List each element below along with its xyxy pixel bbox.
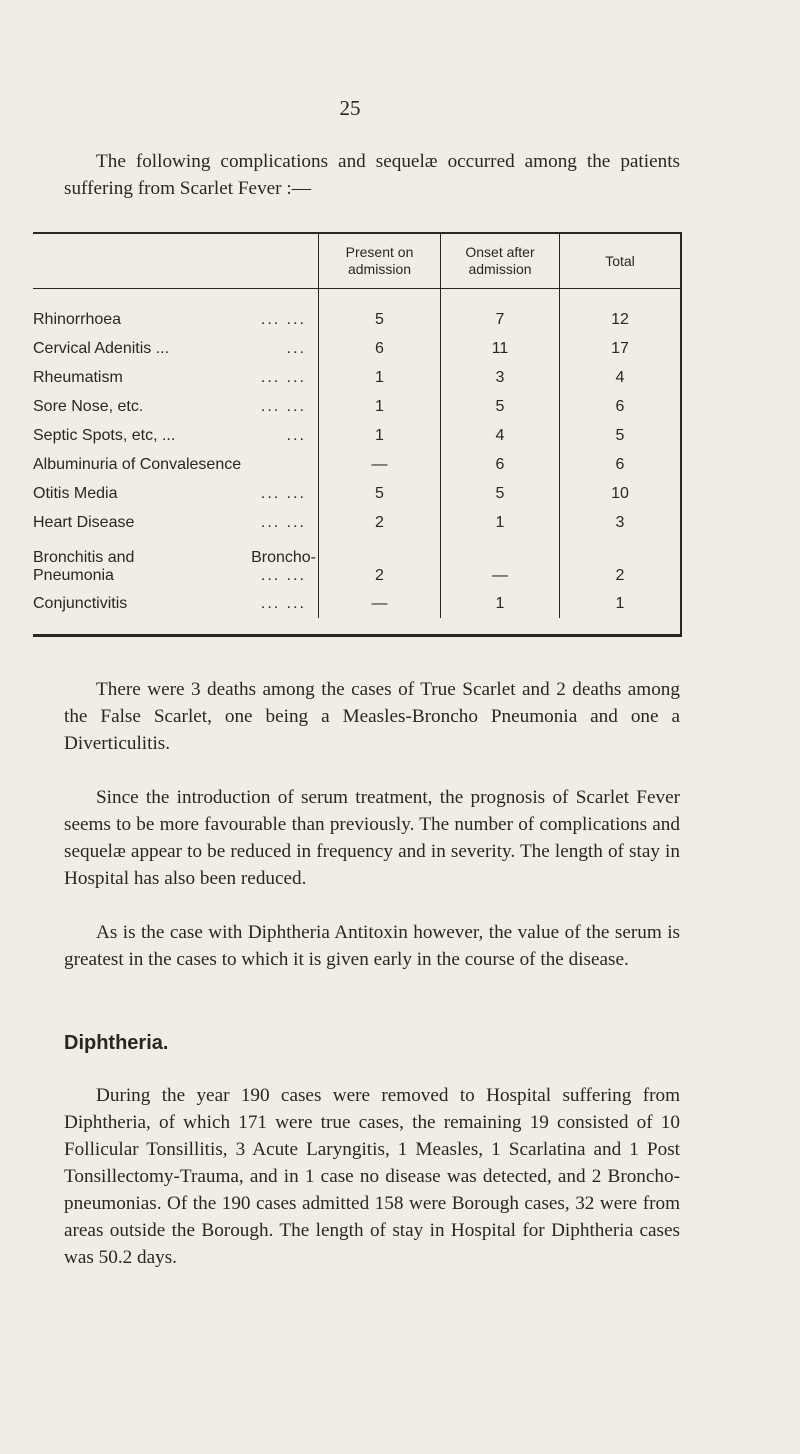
leader-dots: ... ... xyxy=(260,310,306,328)
leader-dots: ... ... xyxy=(260,594,306,612)
cell-present: 1 xyxy=(319,421,441,450)
table-row xyxy=(33,589,680,618)
cell-present: — xyxy=(319,450,441,479)
cell-total: 5 xyxy=(560,421,681,450)
row-label-text: Septic Spots, etc, ... xyxy=(33,426,176,444)
table-row xyxy=(33,392,680,421)
row-label-text: Pneumonia xyxy=(33,567,114,584)
table-row xyxy=(33,508,680,537)
cell-total: 10 xyxy=(560,479,681,508)
leader-dots: ... ... xyxy=(260,513,306,531)
header-present-on-admission: Present on admission xyxy=(319,234,441,289)
row-label xyxy=(33,537,319,589)
cell-total: 12 xyxy=(560,289,681,335)
header-blank xyxy=(33,234,319,289)
cell-onset: 1 xyxy=(441,508,560,537)
cell-onset: 7 xyxy=(441,289,560,335)
header-total: Total xyxy=(560,234,681,289)
cell-total: 6 xyxy=(560,392,681,421)
intro-paragraph: The following complications and sequelæ occurred among the patients suffering from Scarlet Fever :— xyxy=(64,151,680,199)
cell-total: 2 xyxy=(560,537,681,589)
cell-onset: 3 xyxy=(441,363,560,392)
row-label xyxy=(33,589,319,618)
row-label-text: Sore Nose, etc. xyxy=(33,397,144,415)
cell-onset: 6 xyxy=(441,450,560,479)
row-label xyxy=(33,421,319,450)
diphtheria-heading: Diphtheria. xyxy=(64,1032,169,1054)
table-row xyxy=(33,421,680,450)
cell-onset: — xyxy=(441,537,560,589)
leader-dots: ... xyxy=(286,339,306,357)
row-label xyxy=(33,334,319,363)
table-header-row xyxy=(33,234,680,289)
row-label-text: Albuminuria of Convalesence xyxy=(33,455,242,473)
cell-onset: 1 xyxy=(441,589,560,618)
row-label xyxy=(33,479,319,508)
page-number: 25 xyxy=(339,96,361,120)
cell-present: 5 xyxy=(319,479,441,508)
cell-onset: 5 xyxy=(441,392,560,421)
cell-present: 6 xyxy=(319,334,441,363)
table-row xyxy=(33,479,680,508)
deaths-paragraph: There were 3 deaths among the cases of True Scarlet and 2 deaths among the False Scarlet, one being a Measles-Broncho Pneumonia and one a Diverticulitis. xyxy=(64,679,680,754)
cell-present: 1 xyxy=(319,392,441,421)
table-row xyxy=(33,363,680,392)
leader-dots: ... ... xyxy=(260,484,306,502)
diphtheria-paragraph: During the year 190 cases were removed to Hospital suffering from Diphtheria, of which 171 were true cases, the remaining 19 consisted of 10 Follicular Tonsillitis, 3 Acute Laryngitis, 1 Measles, 1 Scarlatina and 1 Post Tonsillectomy-Trauma, and in 1 case no disease was detected, and 2 Broncho-pneumonias. Of the 190 cases admitted 158 were Borough cases, 32 were from areas outside the Borough. The length of stay in Hospital for Diphtheria cases was 50.2 days. xyxy=(64,1085,680,1268)
cell-total: 3 xyxy=(560,508,681,537)
antitoxin-paragraph: As is the case with Diphtheria Antitoxin however, the value of the serum is greatest in the cases to which it is given early in the course of the disease. xyxy=(64,922,680,970)
table-row xyxy=(33,537,680,589)
row-label xyxy=(33,363,319,392)
cell-total: 6 xyxy=(560,450,681,479)
leader-dots xyxy=(306,456,314,474)
cell-present: 1 xyxy=(319,363,441,392)
leader-dots: ... ... xyxy=(260,567,306,584)
cell-onset: 11 xyxy=(441,334,560,363)
cell-total: 17 xyxy=(560,334,681,363)
row-label-line1-b: Broncho- xyxy=(251,549,316,566)
cell-onset: 4 xyxy=(441,421,560,450)
leader-dots: ... ... xyxy=(260,368,306,386)
cell-total: 4 xyxy=(560,363,681,392)
table-row xyxy=(33,289,680,335)
cell-present: 2 xyxy=(319,508,441,537)
leader-dots: ... ... xyxy=(260,397,306,415)
row-label-text: Rhinorrhoea xyxy=(33,310,122,328)
table-row xyxy=(33,450,680,479)
table-row xyxy=(33,334,680,363)
row-label xyxy=(33,508,319,537)
row-label xyxy=(33,450,319,479)
row-label-text: Rheumatism xyxy=(33,368,123,386)
serum-paragraph: Since the introduction of serum treatment, the prognosis of Scarlet Fever seems to be more favourable than previously. The number of complications and sequelæ appear to be reduced in frequency and in severity. The length of stay in Hospital has also been reduced. xyxy=(64,787,680,889)
row-label-line1-a: Bronchitis and xyxy=(33,549,135,566)
cell-present: — xyxy=(319,589,441,618)
row-label-text: Conjunctivitis xyxy=(33,594,128,612)
header-onset-after-admission: Onset after admission xyxy=(441,234,560,289)
cell-onset: 5 xyxy=(441,479,560,508)
leader-dots: ... xyxy=(286,426,306,444)
cell-present: 2 xyxy=(319,537,441,589)
row-label xyxy=(33,392,319,421)
cell-total: 1 xyxy=(560,589,681,618)
cell-present: 5 xyxy=(319,289,441,335)
row-label-text: Heart Disease xyxy=(33,513,135,531)
row-label-text: Otitis Media xyxy=(33,484,118,502)
complications-table xyxy=(33,232,682,637)
row-label xyxy=(33,289,319,335)
row-label-text: Cervical Adenitis ... xyxy=(33,339,170,357)
